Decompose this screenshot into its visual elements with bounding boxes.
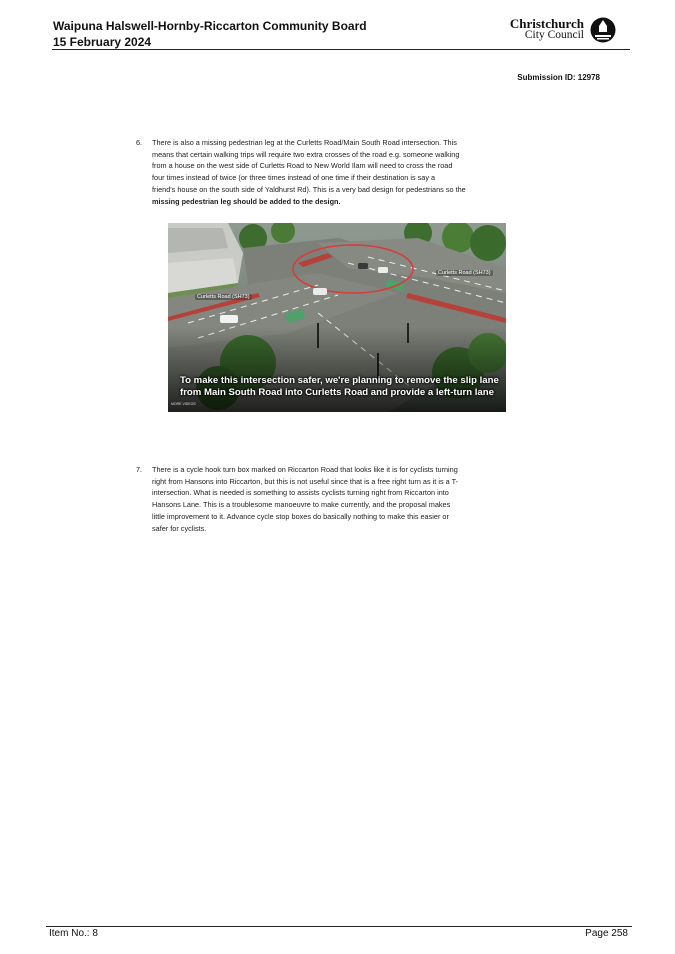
item-number: 6. bbox=[136, 138, 143, 147]
text-line-bold: missing pedestrian leg should be added to the design. bbox=[152, 196, 341, 206]
item-text bbox=[152, 464, 458, 534]
road-label-curletts-left: Curletts Road (SH73) bbox=[197, 294, 250, 300]
council-logo bbox=[509, 16, 616, 43]
document-header bbox=[53, 18, 367, 50]
text-line: little improvement to it. Advance cycle stop boxes do basically nothing to make this easier or bbox=[152, 511, 449, 521]
submission-id: Submission ID: 12978 bbox=[517, 73, 600, 82]
caption-line: from Main South Road into Curletts Road and provide a left-turn lane bbox=[180, 387, 494, 398]
text-line: right from Hansons into Riccarton, but this is not useful since that is a free right turn as it is a T- bbox=[152, 476, 459, 486]
text-line: There is a cycle hook turn box marked on Riccarton Road that looks like it is for cyclists turning bbox=[152, 465, 458, 474]
text-line: intersection. What is needed is something to assists cyclists turning right from Riccarton into bbox=[152, 488, 449, 498]
text-line: safer for cyclists. bbox=[152, 523, 207, 533]
video-caption bbox=[180, 375, 500, 399]
header-rule bbox=[52, 49, 630, 50]
intersection-render-image bbox=[168, 223, 506, 412]
text-line: means that certain walking trips will require two extra crosses of the road e.g. someone walking bbox=[152, 149, 460, 159]
text-line: friend's house on the south side of Yaldhurst Rd). This is a very bad design for pedestrians so the bbox=[152, 184, 466, 194]
caption-line: To make this intersection safer, we're planning to remove the slip lane bbox=[180, 375, 499, 386]
cathedral-emblem-icon bbox=[590, 17, 616, 43]
footer-rule bbox=[46, 926, 632, 927]
text-line: There is also a missing pedestrian leg at the Curletts Road/Main South Road intersection. This bbox=[152, 138, 457, 147]
text-line: from a house on the west side of Curletts Road to New World Ilam will need to cross the road bbox=[152, 161, 453, 171]
logo-line2: City Council bbox=[524, 29, 584, 41]
footer-page-number: Page 258 bbox=[585, 928, 628, 939]
meeting-date: 15 February 2024 bbox=[53, 35, 152, 49]
footer-item-number: Item No.: 8 bbox=[49, 928, 98, 939]
board-name: Waipuna Halswell-Hornby-Riccarton Community Board bbox=[53, 19, 367, 33]
item-number: 7. bbox=[136, 465, 143, 474]
more-videos-label: MORE VIDEOS bbox=[171, 402, 196, 406]
text-line: four times instead of twice (or three times instead of one time if their destination is say a bbox=[152, 173, 436, 183]
text-line: Hansons Lane. This is a troublesome manoeuvre to make currently, and the proposal makes bbox=[152, 500, 451, 510]
item-text bbox=[152, 137, 466, 207]
logo-line1: Christchurch bbox=[509, 16, 584, 31]
road-label-curletts-right: Curletts Road (SH73) bbox=[438, 270, 491, 276]
